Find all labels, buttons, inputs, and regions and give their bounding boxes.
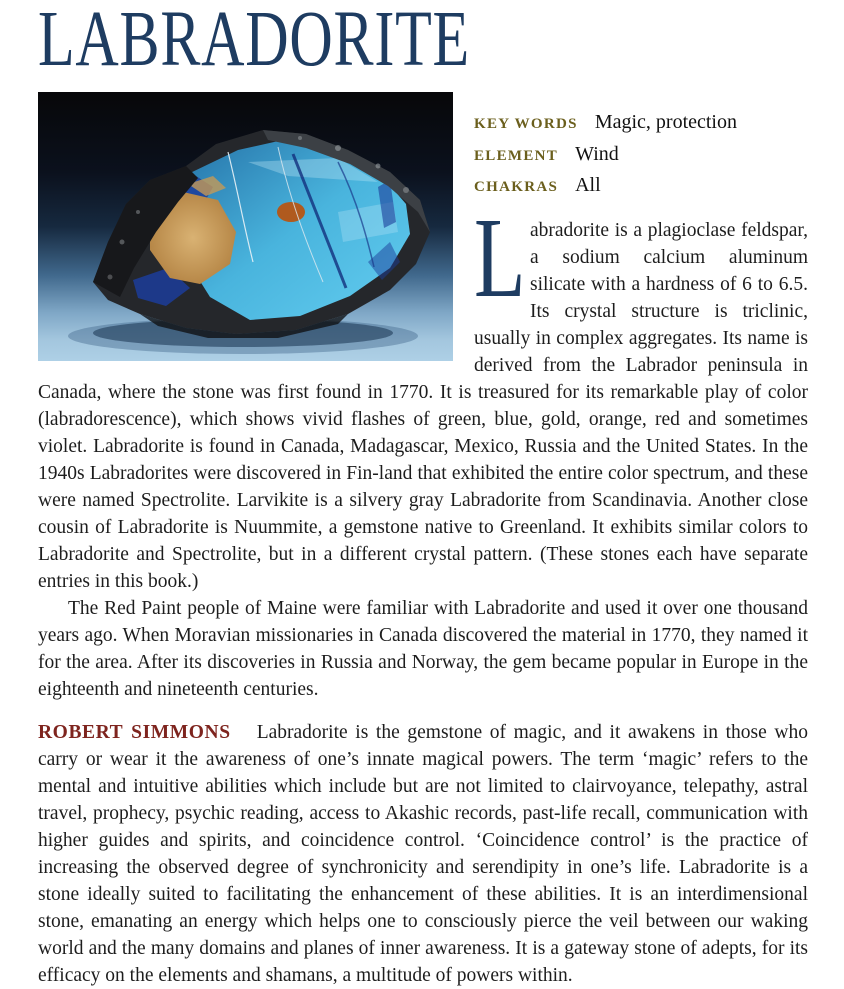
page-title: LABRADORITE — [38, 0, 470, 83]
labradorite-photo — [38, 92, 453, 361]
labradorite-specimen-illustration — [38, 92, 453, 361]
author-name-label: ROBERT SIMMONS — [38, 721, 231, 743]
drop-cap: L — [474, 193, 526, 321]
intro-text: abradorite is a plagioclase feldspar, a sodium calcium aluminum silicate with a hardness of 6 to 6.5. Its crystal structure is triclinic, usually in complex aggregates. Its name is derived from the Labrador peninsula in Canada, where the stone was first found in 1770. It is treasured for its remarkable play of color (labradorescence), which shows vivid flashes of green, blue, gold, orange, red and sometimes violet. Labradorite is found in Canada, Madagascar, Mexico, Russia and the United States. In the 1940s Labradorites were discovered in Fin-land that exhibited the entire color spectrum, and these were named Spectrolite. Larvikite is a silvery gray Labradorite from Scandinavia. Another close cousin of Labradorite is Nuummite, a gemstone native to Greenland. It exhibits similar colors to Labradorite and Spectrolite, but in a different crystal pattern. (These stones each have separate entries in this book.) — [38, 219, 808, 592]
author-paragraph — [38, 719, 808, 989]
author-text: Labradorite is the gemstone of magic, and it awakens in those who carry or wear it the awareness of one’s innate magical powers. The term ‘magic’ refers to the mental and intuitive abilities which include but are not limited to clairvoyance, telepathy, astral travel, prophecy, psychic reading, access to Akashic records, past-life recall, communication with higher guides and spirits, and coincidence control. ‘Coincidence control’ is the practice of increasing the observed degree of synchronicity and serendipity in one’s life. Labradorite is a stone ideally suited to facilitating the enhancement of these abilities. It is an interdimensional stone, emanating an energy which helps one to consciously pierce the veil between our waking world and the many domains and planes of inner awareness. It is a gateway stone of adepts, for its efficacy on the elements and shamans, a multitude of powers within. — [38, 721, 808, 986]
key-words-value: Magic, protection — [594, 111, 737, 133]
chakras-label: CHAKRAS — [474, 179, 559, 195]
element-label: ELEMENT — [474, 147, 559, 164]
key-words-label: KEY WORDS — [474, 116, 578, 132]
history-paragraph — [38, 595, 808, 703]
history-text: The Red Paint people of Maine were familiar with Labradorite and used it over one thousand years ago. When Moravian missionaries in Canada discovered the material in 1770, they named it for the area. After its discoveries in Russia and Norway, the gem became popular in Europe in the eighteenth and nineteenth centuries. — [38, 597, 808, 700]
element-value: Wind — [575, 142, 619, 165]
chakras-value: All — [575, 174, 601, 196]
